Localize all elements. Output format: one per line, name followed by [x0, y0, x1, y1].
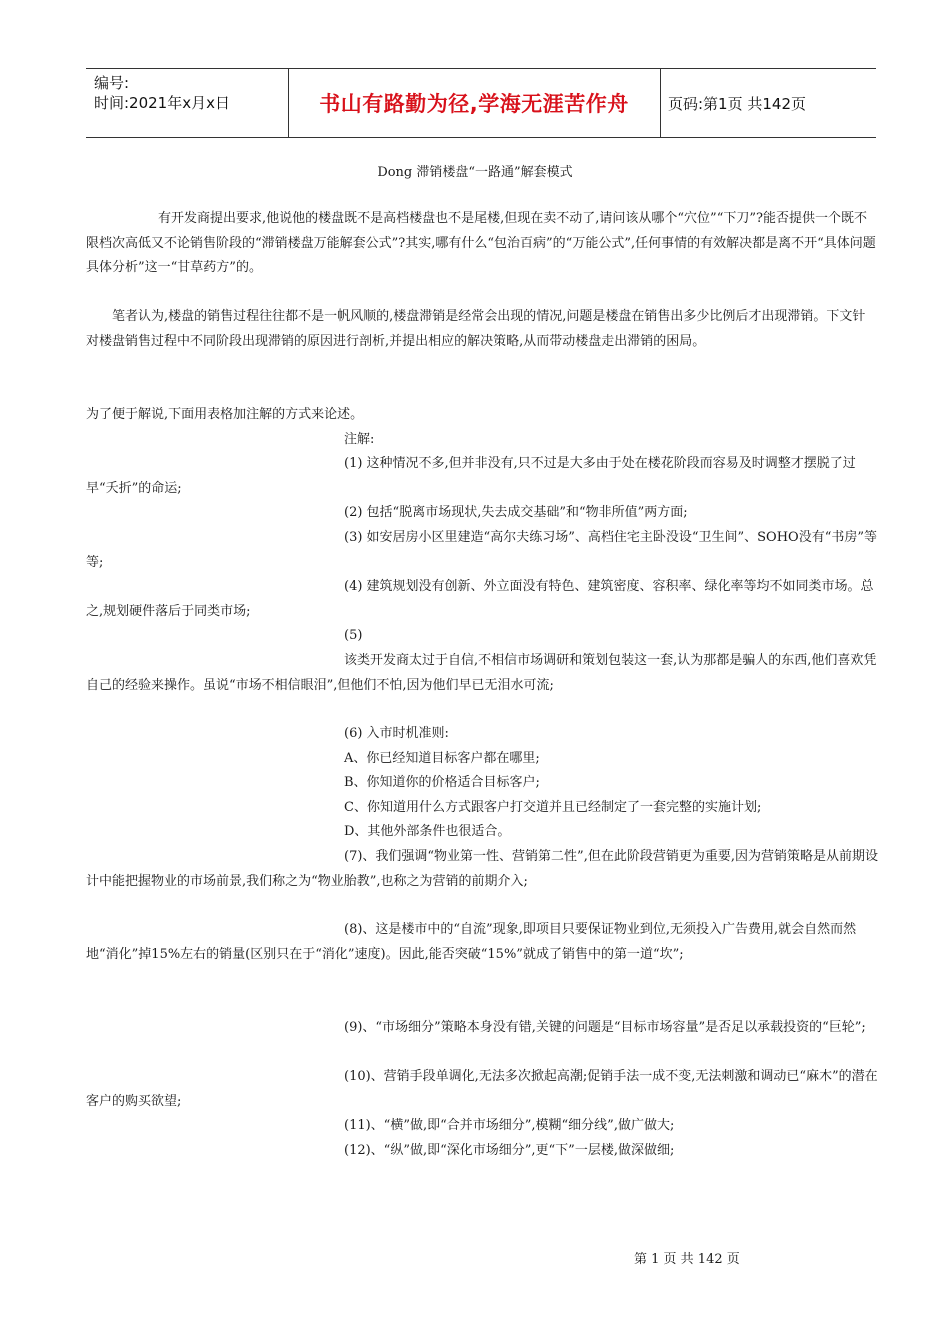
note-9: (9)、“市场细分”策略本身没有错,关键的问题是“目标市场容量”是否足以承载投资的“巨轮”; — [344, 1020, 866, 1035]
document-time: 时间:2021年x月x日 — [94, 94, 230, 112]
note-5: 该类开发商太过于自信,不相信市场调研和策划包装这一套,认为那都是骗人的东西,他们喜欢凭自己的经验来操作。虽说“市场不相信眼泪”,但他们不怕,因为他们早已无泪水可流; — [86, 653, 877, 693]
note-6a: A、你已经知道目标客户都在哪里; — [344, 751, 540, 766]
note-11: (11)、“横”做,即“合并市场细分”,模糊“细分线”,做广做大; — [344, 1118, 675, 1133]
note-7: (7)、我们强调“物业第一性、营销第二性”,但在此阶段营销更为重要,因为营销策略是从前期设计中能把握物业的市场前景,我们称之为“物业胎教”,也称之为营销的前期介入; — [86, 849, 878, 889]
note-8: (8)、这是楼市中的“自流”现象,即项目只要保证物业到位,无须投入广告费用,就会自然而然地“消化”掉15%左右的销量(区别只在于“消化”速度)。因此,能否突破“15%”就成了销售中的第一道“坎”; — [86, 922, 857, 962]
note-4: (4) 建筑规划没有创新、外立面没有特色、建筑密度、容积率、绿化率等均不如同类市场。总之,规划硬件落后于同类市场; — [86, 579, 874, 619]
document-number: 编号: — [94, 74, 130, 92]
note-6d: D、其他外部条件也很适合。 — [344, 824, 511, 839]
paragraph-analysis: 笔者认为,楼盘的销售过程往往都不是一帆风顺的,楼盘滞销是经常会出现的情况,问题是楼盘在销售出多少比例后才出现滞销。下文针对楼盘销售过程中不同阶段出现滞销的原因进行剖析,并提出相应的解决策略,从而带动楼盘走出滞销的困局。 — [86, 309, 866, 349]
note-10: (10)、营销手段单调化,无法多次掀起高潮;促销手法一成不变,无法刺激和调动已“麻木”的潜在客户的购买欲望; — [86, 1069, 878, 1109]
note-5-number: (5) — [344, 628, 363, 643]
header-divider — [660, 69, 661, 137]
document-title: Dong 滞销楼盘“一路通”解套模式 — [377, 165, 573, 180]
note-1: (1) 这种情况不多,但并非没有,只不过是大多由于处在楼花阶段而容易及时调整才摆脱了过早“夭折”的命运; — [86, 456, 856, 496]
note-6b: B、你知道你的价格适合目标客户; — [344, 775, 540, 790]
paragraph-intro: 有开发商提出要求,他说他的楼盘既不是高档楼盘也不是尾楼,但现在卖不动了,请问该从哪个“穴位”“下刀”?能否提供一个既不限档次高低又不论销售阶段的“滞销楼盘万能解套公式”?其实,哪有什么“包治百病”的“万能公式”,任何事情的有效解决都是离不开“具体问题具体分析”这一“甘草药方”的。 — [86, 211, 876, 275]
header-meta — [94, 73, 230, 113]
paragraph-method: 为了便于解说,下面用表格加注解的方式来论述。 — [86, 407, 364, 422]
header-page-info: 页码:第1页 共142页 — [668, 94, 806, 113]
notes-label: 注解: — [344, 432, 375, 447]
note-6: (6) 入市时机准则: — [344, 726, 449, 741]
note-3: (3) 如安居房小区里建造“高尔夫练习场”、高档住宅主卧没设“卫生间”、SOHO没有“书房”等等; — [86, 530, 877, 570]
page-footer: 第 1 页 共 142 页 — [634, 1252, 740, 1267]
note-12: (12)、“纵”做,即“深化市场细分”,更“下”一层楼,做深做细; — [344, 1143, 675, 1158]
note-6c: C、你知道用什么方式跟客户打交道并且已经制定了一套完整的实施计划; — [344, 800, 762, 815]
header-motto: 书山有路勤为径,学海无涯苦作舟 — [319, 92, 629, 116]
page-header — [86, 68, 876, 138]
note-2: (2) 包括“脱离市场现状,失去成交基础”和“物非所值”两方面; — [344, 505, 688, 520]
